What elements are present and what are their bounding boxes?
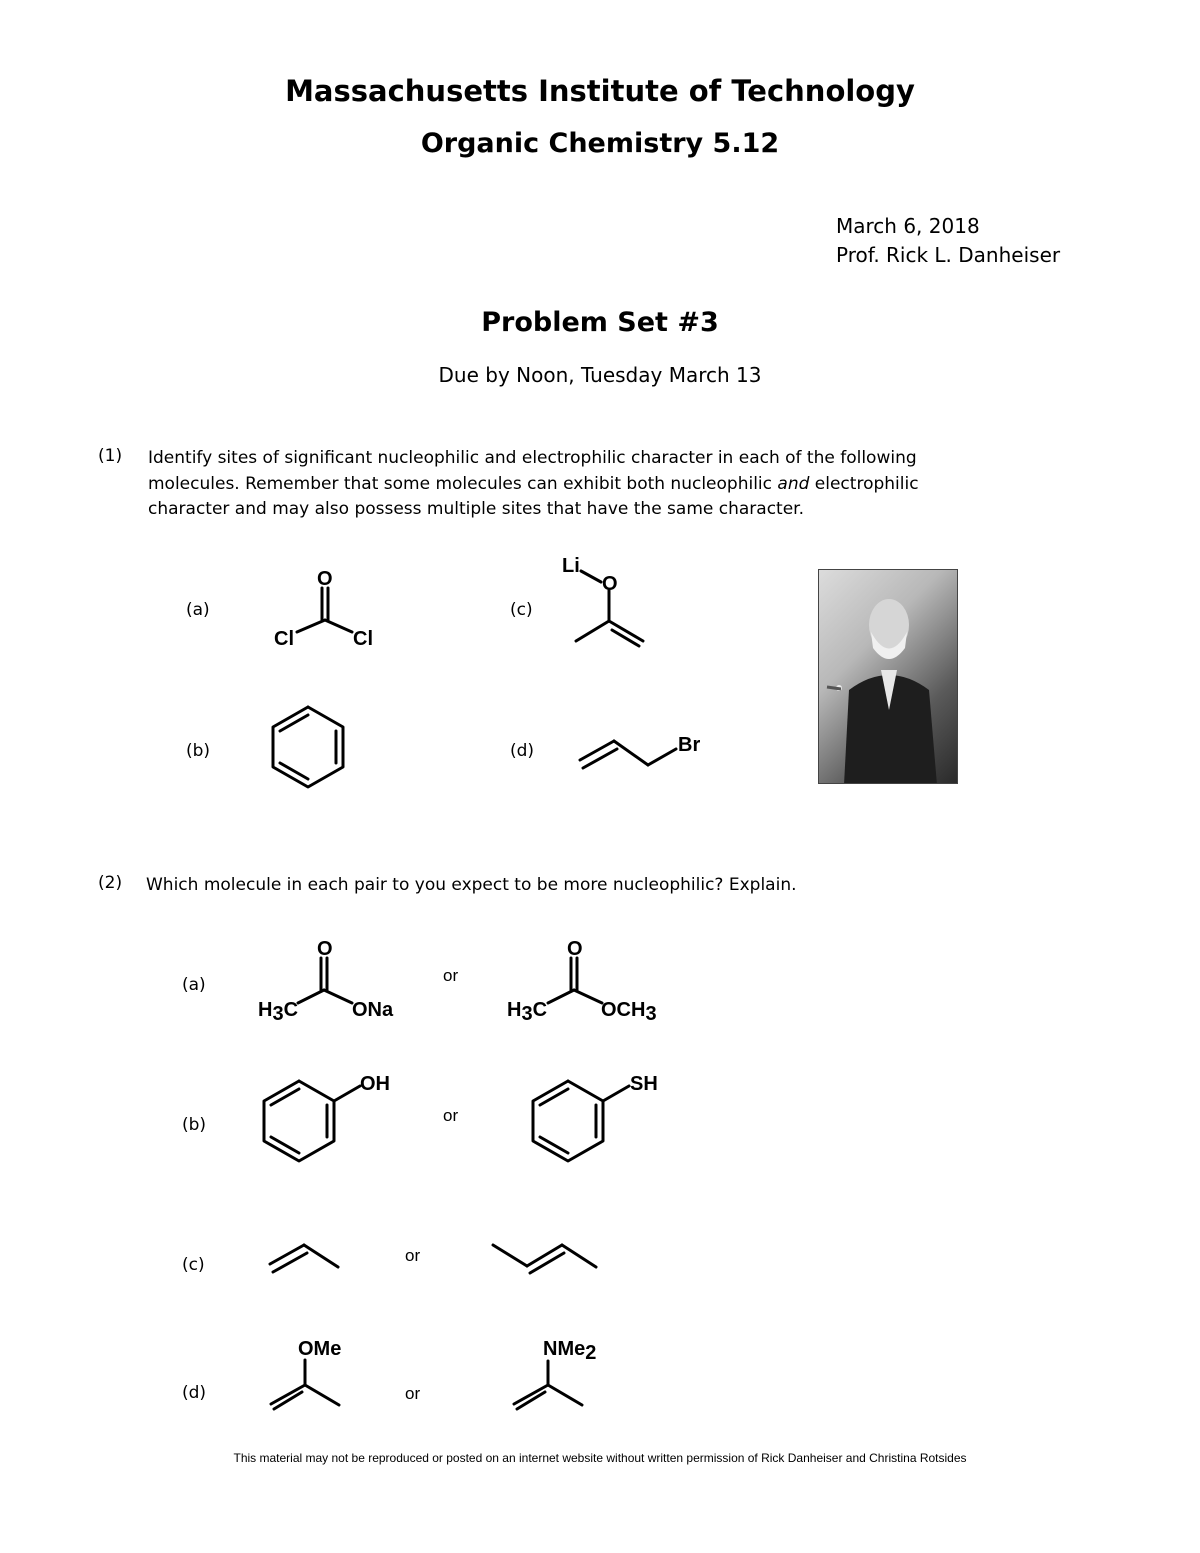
q2a-right-methyl: H3C (507, 999, 548, 1025)
q2a-right-oxygen: O (567, 938, 583, 960)
course-title: Organic Chemistry 5.12 (420, 128, 780, 159)
q2c-butene-structure (493, 1245, 596, 1273)
q2a-methyl-acetate-structure (507, 938, 657, 1025)
q2b-hydroxyl: OH (360, 1073, 390, 1095)
q2c-propene-structure (270, 1245, 338, 1272)
q2d-methoxypropene-structure (271, 1338, 341, 1409)
q2-number: (2) (98, 873, 123, 893)
q1-label-b: (b) (186, 741, 211, 761)
q2d-enamine-structure (514, 1338, 596, 1409)
due-date: Due by Noon, Tuesday March 13 (438, 363, 762, 387)
q1a-oxygen: O (317, 568, 333, 590)
q2a-sodium-acetate-structure (258, 938, 394, 1025)
professor: Prof. Rick L. Danheiser (836, 243, 1061, 267)
q2b-or: or (443, 1106, 459, 1125)
q2a-och3: OCH3 (601, 999, 657, 1025)
q2a-left-methyl: H3C (258, 999, 299, 1025)
q2-label-b: (b) (182, 1115, 207, 1135)
q1-emphasis: and (777, 473, 810, 494)
problem-set-title: Problem Set #3 (481, 307, 719, 338)
q2-label-d: (d) (182, 1383, 207, 1403)
q1-number: (1) (98, 446, 123, 466)
q2-text: Which molecule in each pair to you expect to be more nucleophilic? Explain. (146, 875, 797, 895)
q2a-left-oxygen: O (317, 938, 333, 960)
q2d-or: or (405, 1384, 421, 1403)
q1c-lithium: Li (562, 555, 580, 577)
q2a-or: or (443, 966, 459, 985)
q2-label-c: (c) (182, 1255, 205, 1275)
q1a-chlorine-1: Cl (274, 628, 294, 650)
institution-title: Massachusetts Institute of Technology (285, 74, 915, 108)
q1-label-a: (a) (186, 600, 210, 620)
copyright-footer: This material may not be reproduced or posted on an internet website without written permission of Rick Danheiser and Christina Rotsides (233, 1451, 967, 1465)
q1-label-c: (c) (510, 600, 533, 620)
q1c-oxygen: O (602, 573, 618, 595)
q1-label-d: (d) (510, 741, 535, 761)
q2b-thiol: SH (630, 1073, 658, 1095)
q1-text: Identify sites of significant nucleophilic and electrophilic character in each of the following molecules. Remember that some molecules can exhibit both nucleophilic and electrophilic character and may also possess multiple sites that have the same character. (148, 448, 919, 519)
q2c-or: or (405, 1246, 421, 1265)
q2b-thiophenol-structure (533, 1073, 658, 1161)
q2b-phenol-structure (264, 1073, 390, 1161)
date: March 6, 2018 (836, 214, 980, 238)
q2a-ona: ONa (352, 999, 394, 1021)
q1d-bromine: Br (678, 734, 701, 756)
q2d-dimethylamino: NMe2 (543, 1338, 597, 1364)
q1a-chlorine-2: Cl (353, 628, 373, 650)
q2-label-a: (a) (182, 975, 206, 995)
q2d-methoxy: OMe (298, 1338, 342, 1360)
